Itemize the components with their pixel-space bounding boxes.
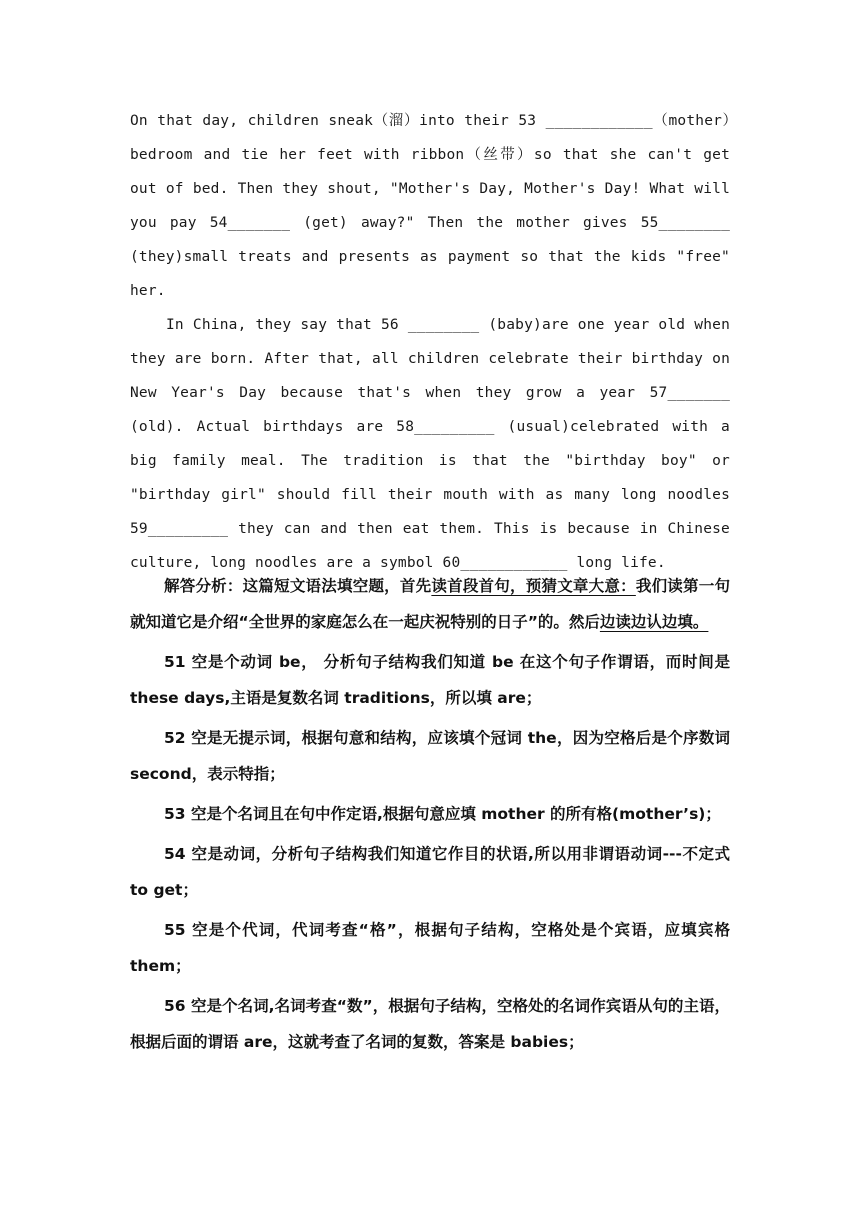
analysis-intro-underlined-1: 读首段首句，预猜文章大意： (431, 577, 636, 595)
analysis-intro-underlined-2: 边读边认边填。 (599, 613, 709, 631)
analysis-56: 56 空是个名词,名词考查“数”，根据句子结构，空格处的名词作宾语从句的主语，根据后面的谓语 are，这就考查了名词的复数，答案是 babies； (130, 997, 730, 1051)
analysis-intro (130, 568, 730, 640)
answer-analysis (130, 568, 730, 1060)
analysis-51: 51 空是个动词 be， 分析句子结构我们知道 be 在这个句子作谓语，而时间是 these days,主语是复数名词 traditions，所以填 are； (130, 653, 730, 707)
analysis-intro-text-2: 我们读第一句就知道它是介绍“全世界的家庭怎么在一起庆祝特别的日子”的。然后 (130, 577, 730, 631)
passage-paragraph-1: On that day, children sneak（溜）into their 53 ____________（mother）bedroom and tie her feet with ribbon（丝带）so that she can't get out of bed. Then they shout, "Mother's Day, Mother's Day! What will you pay 54_______ (get) away?" Then the mother gives 55________ (they)small treats and presents as payment so that the kids "free" her. (130, 113, 730, 299)
english-passage (130, 104, 730, 580)
analysis-intro-text: 解答分析：这篇短文语法填空题，首先 (164, 577, 432, 595)
analysis-53: 53 空是个名词且在句中作定语,根据句意应填 mother 的所有格(mother’s)； (164, 805, 721, 823)
analysis-54: 54 空是动词，分析句子结构我们知道它作目的状语,所以用非谓语动词---不定式 to get； (130, 845, 730, 899)
analysis-52: 52 空是无提示词，根据句意和结构，应该填个冠词 the，因为空格后是个序数词 second，表示特指； (130, 729, 730, 783)
passage-paragraph-2: In China, they say that 56 ________ (baby)are one year old when they are born. After that, all children celebrate their birthday on New Year's Day because that's when they grow a year 57_______ (old). Actual birthdays are 58_________ (usual)celebrated with a big family meal. The tradition is that the "birthday boy" or "birthday girl" should fill their mouth with as many long noodles 59_________ they can and then eat them. This is because in Chinese culture, long noodles are a symbol 60____________ long life. (130, 317, 730, 571)
analysis-55: 55 空是个代词，代词考查“格”，根据句子结构，空格处是个宾语，应填宾格 them； (130, 921, 730, 975)
